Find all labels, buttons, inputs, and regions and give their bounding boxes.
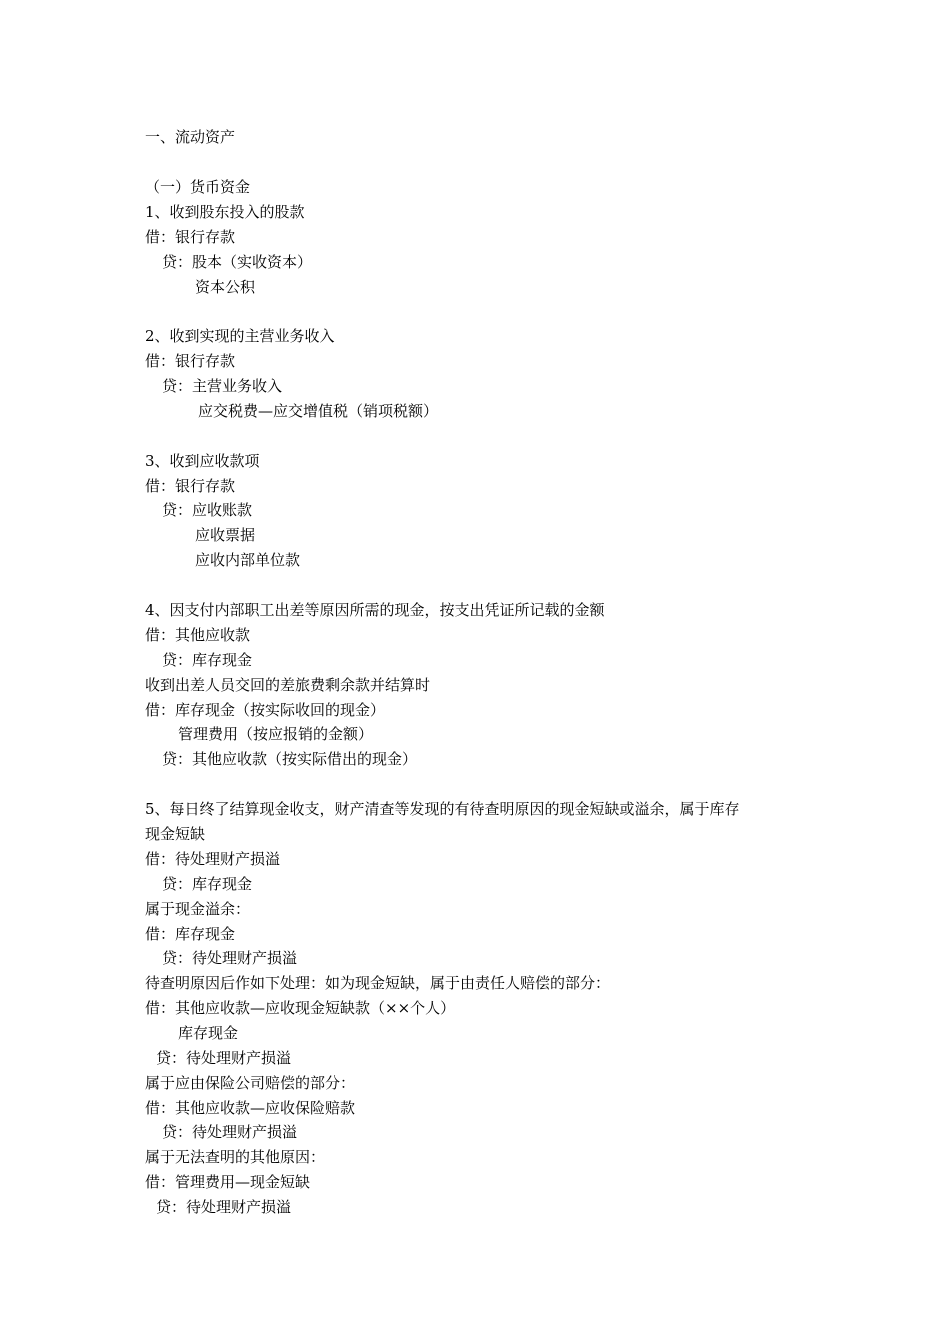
credit-line: 贷：库存现金 — [162, 875, 253, 893]
credit-line: 贷：其他应收款（按实际借出的现金） — [162, 750, 418, 768]
debit-line: 借：库存现金（按实际收回的现金） — [145, 701, 386, 719]
credit-line: 贷：股本（实收资本） — [162, 253, 313, 271]
item-heading-1: 1、收到股东投入的股款 — [145, 203, 305, 221]
credit-line: 贷：待处理财产损溢 — [162, 1123, 298, 1141]
item-heading-5-continuation: 现金短缺 — [145, 825, 206, 843]
item-heading-2: 2、收到实现的主营业务收入 — [145, 327, 335, 345]
item-heading-5: 5、每日终了结算现金收支，财产清查等发现的有待查明原因的现金短缺或溢余，属于库存 — [145, 800, 740, 818]
credit-line: 贷：库存现金 — [162, 651, 253, 669]
debit-line: 借：其他应收款 — [145, 626, 251, 644]
credit-line: 贷：应收账款 — [162, 501, 253, 519]
credit-continuation: 资本公积 — [195, 278, 256, 296]
debit-line: 借：管理费用—现金短缺 — [145, 1173, 311, 1191]
debit-line: 借：待处理财产损溢 — [145, 850, 281, 868]
credit-continuation: 应交税费—应交增值税（销项税额） — [198, 402, 439, 420]
credit-line: 贷：主营业务收入 — [162, 377, 283, 395]
text-line: 属于应由保险公司赔偿的部分： — [145, 1074, 356, 1092]
text-line: 待查明原因后作如下处理：如为现金短缺，属于由责任人赔偿的部分： — [145, 974, 611, 992]
item-heading-3: 3、收到应收款项 — [145, 452, 260, 470]
debit-line: 借：银行存款 — [145, 228, 236, 246]
credit-line: 贷：待处理财产损溢 — [156, 1049, 292, 1067]
debit-line: 借：银行存款 — [145, 477, 236, 495]
debit-line: 借：库存现金 — [145, 925, 236, 943]
debit-line: 借：其他应收款—应收保险赔款 — [145, 1099, 356, 1117]
debit-continuation: 库存现金 — [178, 1024, 239, 1042]
credit-continuation: 应收内部单位款 — [195, 551, 301, 569]
text-line: 收到出差人员交回的差旅费剩余款并结算时 — [145, 676, 431, 694]
credit-continuation: 应收票据 — [195, 526, 256, 544]
debit-line: 借：银行存款 — [145, 352, 236, 370]
item-heading-4: 4、因支付内部职工出差等原因所需的现金，按支出凭证所记载的金额 — [145, 601, 605, 619]
text-line: 属于无法查明的其他原因： — [145, 1148, 326, 1166]
debit-continuation: 管理费用（按应报销的金额） — [178, 725, 374, 743]
text-line: 属于现金溢余： — [145, 900, 251, 918]
credit-line: 贷：待处理财产损溢 — [156, 1198, 292, 1216]
debit-line: 借：其他应收款—应收现金短缺款（××个人） — [145, 999, 456, 1017]
subsection-heading: （一）货币资金 — [145, 178, 251, 196]
section-heading: 一、流动资产 — [145, 128, 236, 146]
credit-line: 贷：待处理财产损溢 — [162, 949, 298, 967]
